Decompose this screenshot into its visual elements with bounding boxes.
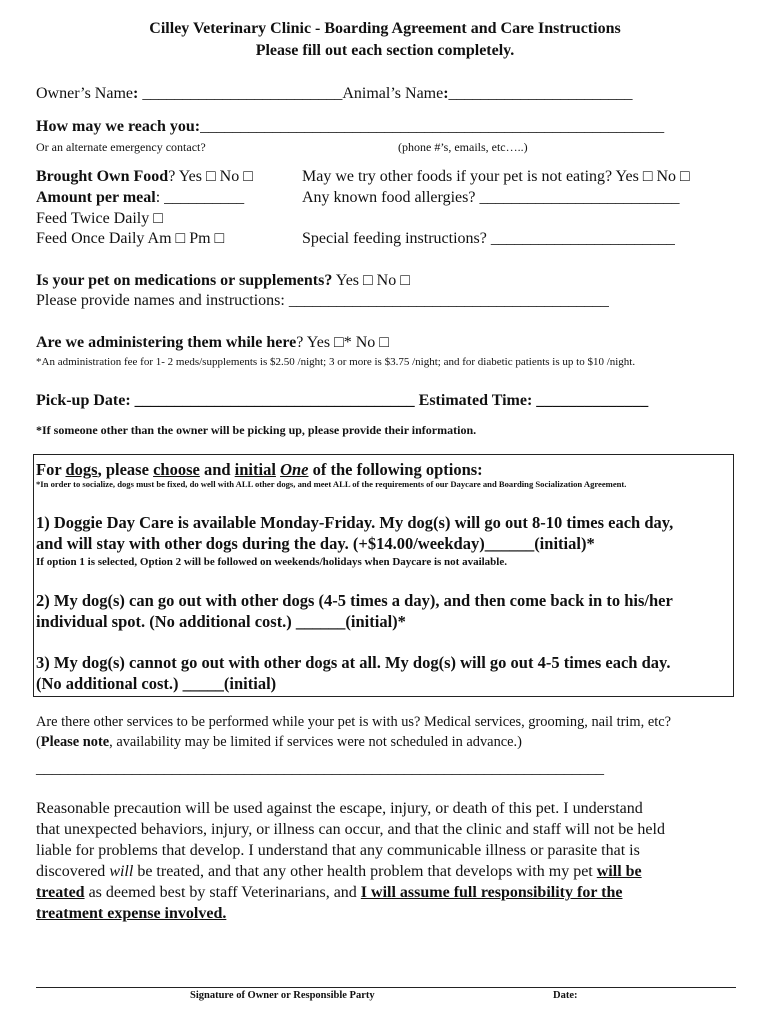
allergies-field[interactable]: Any known food allergies? _________________________ bbox=[302, 189, 680, 206]
alt-contact-note: Or an alternate emergency contact? bbox=[36, 140, 206, 154]
services-field[interactable]: _______________________________________________________________________ bbox=[36, 760, 604, 777]
liability-line-1: Reasonable precaution will be used against the escape, injury, or death of this pet. I understand bbox=[36, 800, 643, 817]
contact-row bbox=[36, 118, 664, 136]
option-1-line-1: 1) Doggie Day Care is available Monday-Friday. My dog(s) will go out 8-10 times each day, bbox=[36, 513, 674, 532]
services-note: (Please note, availability may be limited if services were not scheduled in advance.) bbox=[36, 734, 522, 750]
liability-line-2: that unexpected behaviors, injury, or illness can occur, and that the clinic and staff will not be held bbox=[36, 821, 665, 838]
other-foods-checkboxes[interactable]: May we try other foods if your pet is not eating? Yes □ No □ bbox=[302, 168, 690, 185]
own-food-label: Brought Own Food bbox=[36, 168, 169, 185]
pickup-date-time-field[interactable]: Pick-up Date: ___________________________________ Estimated Time: ______________ bbox=[36, 392, 649, 409]
amount-label: Amount per meal bbox=[36, 189, 156, 206]
option-2-initial-field[interactable]: individual spot. (No additional cost.) ______(initial)* bbox=[36, 612, 406, 631]
own-food-checkboxes[interactable]: ? Yes □ No □ bbox=[168, 168, 253, 185]
form-title: Cilley Veterinary Clinic - Boarding Agreement and Care Instructions bbox=[149, 20, 621, 37]
contact-field[interactable]: __________________________________________________________ bbox=[200, 118, 665, 135]
signature-line[interactable] bbox=[36, 987, 736, 988]
amount-field[interactable]: : __________ bbox=[155, 189, 245, 206]
medications-question: Is your pet on medications or supplements? bbox=[36, 272, 333, 289]
administer-row bbox=[36, 334, 389, 352]
services-question: Are there other services to be performed while your pet is with us? Medical services, grooming, nail trim, etc? bbox=[36, 714, 671, 730]
liability-line-4: discovered will be treated, and that any other health problem that develops with my pet will be bbox=[36, 863, 642, 880]
animal-name-label: Animal’s Name bbox=[342, 85, 444, 102]
administer-checkboxes[interactable]: ? Yes □* No □ bbox=[296, 334, 389, 351]
medications-row bbox=[36, 272, 410, 290]
option-3-initial-field[interactable]: (No additional cost.) _____(initial) bbox=[36, 674, 277, 693]
own-food-row bbox=[36, 168, 253, 186]
owner-name-label: Owner’s Name bbox=[36, 85, 134, 102]
option-1-note: If option 1 is selected, Option 2 will be followed on weekends/holidays when Daycare is not available. bbox=[36, 556, 507, 568]
feed-once-checkboxes[interactable]: Feed Once Daily Am □ Pm □ bbox=[36, 230, 225, 247]
pickup-note: *If someone other than the owner will be picking up, please provide their information. bbox=[36, 423, 477, 437]
amount-row bbox=[36, 189, 244, 207]
liability-line-3: liable for problems that develop. I understand that any communicable illness or parasite that is bbox=[36, 842, 640, 859]
owner-name-field[interactable]: _________________________ bbox=[138, 85, 343, 102]
signature-label: Signature of Owner or Responsible Party bbox=[190, 990, 375, 1001]
option-3-line-1: 3) My dog(s) cannot go out with other dogs at all. My dog(s) will go out 4-5 times each day. bbox=[36, 653, 671, 672]
date-label: Date: bbox=[553, 990, 578, 1001]
medications-checkboxes[interactable]: Yes □ No □ bbox=[332, 272, 410, 289]
contact-label: How may we reach you: bbox=[36, 118, 201, 135]
animal-name-field[interactable]: _______________________ bbox=[448, 85, 633, 102]
option-2-line-1: 2) My dog(s) can go out with other dogs (4-5 times a day), and then come back in to his/her bbox=[36, 591, 673, 610]
owner-animal-row: Owner’s Name: _________________________Animal’s Name:_______________________ bbox=[36, 85, 633, 102]
liability-line-6: treatment expense involved. bbox=[36, 905, 227, 922]
liability-line-5: treated as deemed best by staff Veterinarians, and I will assume full responsibility for the bbox=[36, 884, 623, 901]
special-instructions-field[interactable]: Special feeding instructions? _______________________ bbox=[302, 230, 675, 247]
option-1-initial-field[interactable]: and will stay with other dogs during the day. (+$14.00/weekday)______(initial)* bbox=[36, 534, 595, 553]
dog-options-heading: For dogs, please choose and initial One of the following options: bbox=[36, 460, 483, 479]
medication-names-field[interactable]: Please provide names and instructions: ________________________________________ bbox=[36, 292, 609, 309]
administration-fee-note: *An administration fee for 1- 2 meds/supplements is $2.50 /night; 3 or more is $3.75 /night; and for diabetic patients is up to $10 /night. bbox=[36, 356, 636, 368]
administer-question: Are we administering them while here bbox=[36, 334, 297, 351]
socialization-requirement-note: *In order to socialize, dogs must be fixed, do well with ALL other dogs, and meet ALL of the requirements of our Daycare and Boarding Socialization Agreement. bbox=[36, 479, 627, 489]
contact-hint: (phone #’s, emails, etc…..) bbox=[398, 140, 528, 154]
feed-twice-checkbox[interactable]: Feed Twice Daily □ bbox=[36, 210, 163, 227]
form-subtitle: Please fill out each section completely. bbox=[255, 42, 515, 59]
